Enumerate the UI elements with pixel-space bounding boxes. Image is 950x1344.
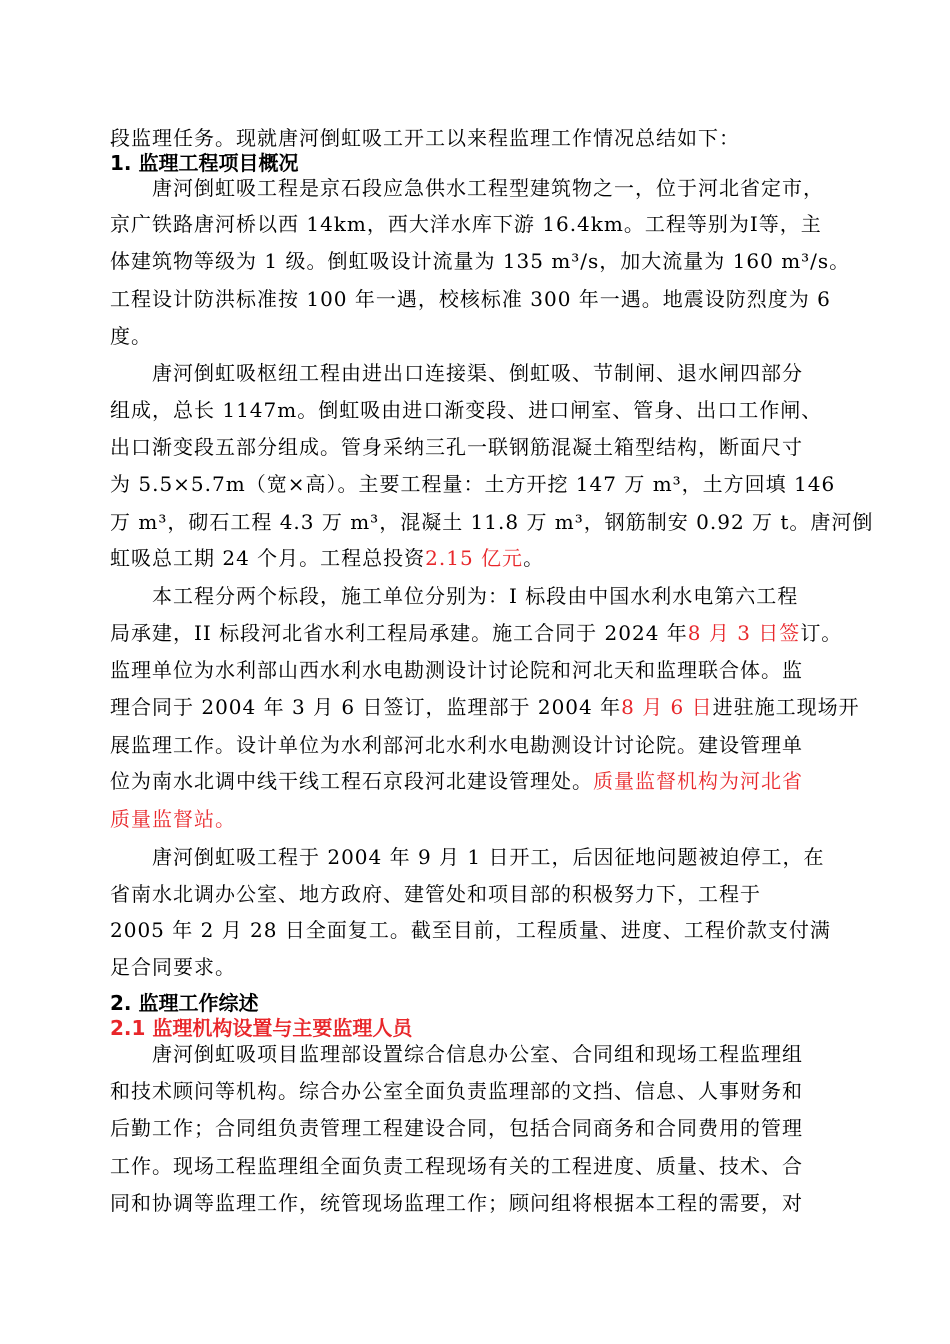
paragraph-line: 唐河倒虹吸枢纽工程由进出口连接渠、倒虹吸、节制闸、退水闸四部分	[152, 361, 803, 385]
paragraph-line: 出口渐变段五部分组成。管身采纳三孔一联钢筋混凝土箱型结构，断面尺寸	[110, 435, 803, 459]
paragraph-line: 工程设计防洪标准按 100 年一遇，校核标准 300 年一遇。地震设防烈度为 6	[110, 287, 831, 311]
highlighted-text: 8 月 3 日签	[687, 621, 801, 645]
intro-line: 段监理任务。现就唐河倒虹吸工开工以来程监理工作情况总结如下：	[110, 126, 740, 150]
paragraph-line: 和技术顾问等机构。综合办公室全面负责监理部的文挡、信息、人事财务和	[110, 1079, 803, 1103]
paragraph-line	[110, 546, 544, 570]
highlighted-text: 8 月 6 日	[621, 695, 713, 719]
paragraph-line: 唐河倒虹吸工程是京石段应急供水工程型建筑物之一，位于河北省定市，	[152, 176, 824, 200]
text-run: 位为南水北调中线干线工程石京段河北建设管理处。	[110, 769, 593, 793]
subsection-heading-2-1: 2.1 监理机构设置与主要监理人员	[110, 1016, 413, 1040]
section-heading-1: 1. 监理工程项目概况	[110, 151, 299, 175]
paragraph-line: 监理单位为水利部山西水利水电勘测设计讨论院和河北天和监理联合体。监	[110, 658, 803, 682]
highlighted-text: 质量监督机构为河北省	[593, 769, 803, 793]
highlighted-line: 质量监督站。	[110, 807, 236, 831]
text-run: 订。	[800, 621, 843, 645]
paragraph-line: 唐河倒虹吸项目监理部设置综合信息办公室、合同组和现场工程监理组	[152, 1042, 803, 1066]
highlighted-text: 2.15 亿元	[425, 546, 524, 570]
text-run: 局承建，II 标段河北省水利工程局承建。施工合同于 2024 年	[110, 621, 688, 645]
paragraph-line: 唐河倒虹吸工程于 2004 年 9 月 1 日开工，后因征地问题被迫停工，在	[152, 845, 825, 869]
paragraph-line: 足合同要求。	[110, 955, 236, 979]
paragraph-line: 为 5.5×5.7m（宽×高）。主要工程量：土方开挖 147 万 m³，土方回填 146	[110, 472, 836, 496]
paragraph-line	[110, 695, 860, 719]
paragraph-line: 省南水北调办公室、地方政府、建管处和项目部的积极努力下，工程于	[110, 882, 761, 906]
paragraph-line: 体建筑物等级为 1 级。倒虹吸设计流量为 135 m³/s，加大流量为 160 m³/s。	[110, 249, 851, 273]
paragraph-line: 后勤工作；合同组负责管理工程建设合同，包括合同商务和合同费用的管理	[110, 1116, 803, 1140]
paragraph-line: 京广铁路唐河桥以西 14km，西大洋水库下游 16.4km。工程等别为Ⅰ等，主	[110, 212, 822, 236]
paragraph-line: 万 m³，砌石工程 4.3 万 m³，混凝土 11.8 万 m³，钢筋制安 0.92 万 t。唐河倒	[110, 510, 874, 534]
text-run: 虹吸总工期 24 个月。工程总投资	[110, 546, 426, 570]
paragraph-line: 同和协调等监理工作，统管现场监理工作；顾问组将根据本工程的需要，对	[110, 1191, 803, 1215]
paragraph-line: 工作。现场工程监理组全面负责工程现场有关的工程进度、质量、技术、合	[110, 1154, 803, 1178]
paragraph-line	[110, 621, 842, 645]
paragraph-line: 组成，总长 1147m。倒虹吸由进口渐变段、进口闸室、管身、出口工作闸、	[110, 398, 823, 422]
text-run: 理合同于 2004 年 3 月 6 日签订，监理部于 2004 年	[110, 695, 622, 719]
text-run: 。	[523, 546, 545, 570]
paragraph-line: 展监理工作。设计单位为水利部河北水利水电勘测设计讨论院。建设管理单	[110, 733, 803, 757]
text-run: 进驻施工现场开	[712, 695, 860, 719]
section-heading-2: 2. 监理工作综述	[110, 991, 259, 1015]
paragraph-line: 本工程分两个标段，施工单位分别为：I 标段由中国水利水电第六工程	[152, 584, 799, 608]
paragraph-line: 度。	[110, 324, 152, 348]
paragraph-line: 2005 年 2 月 28 日全面复工。截至目前，工程质量、进度、工程价款支付满	[110, 918, 831, 942]
paragraph-line	[110, 769, 803, 793]
